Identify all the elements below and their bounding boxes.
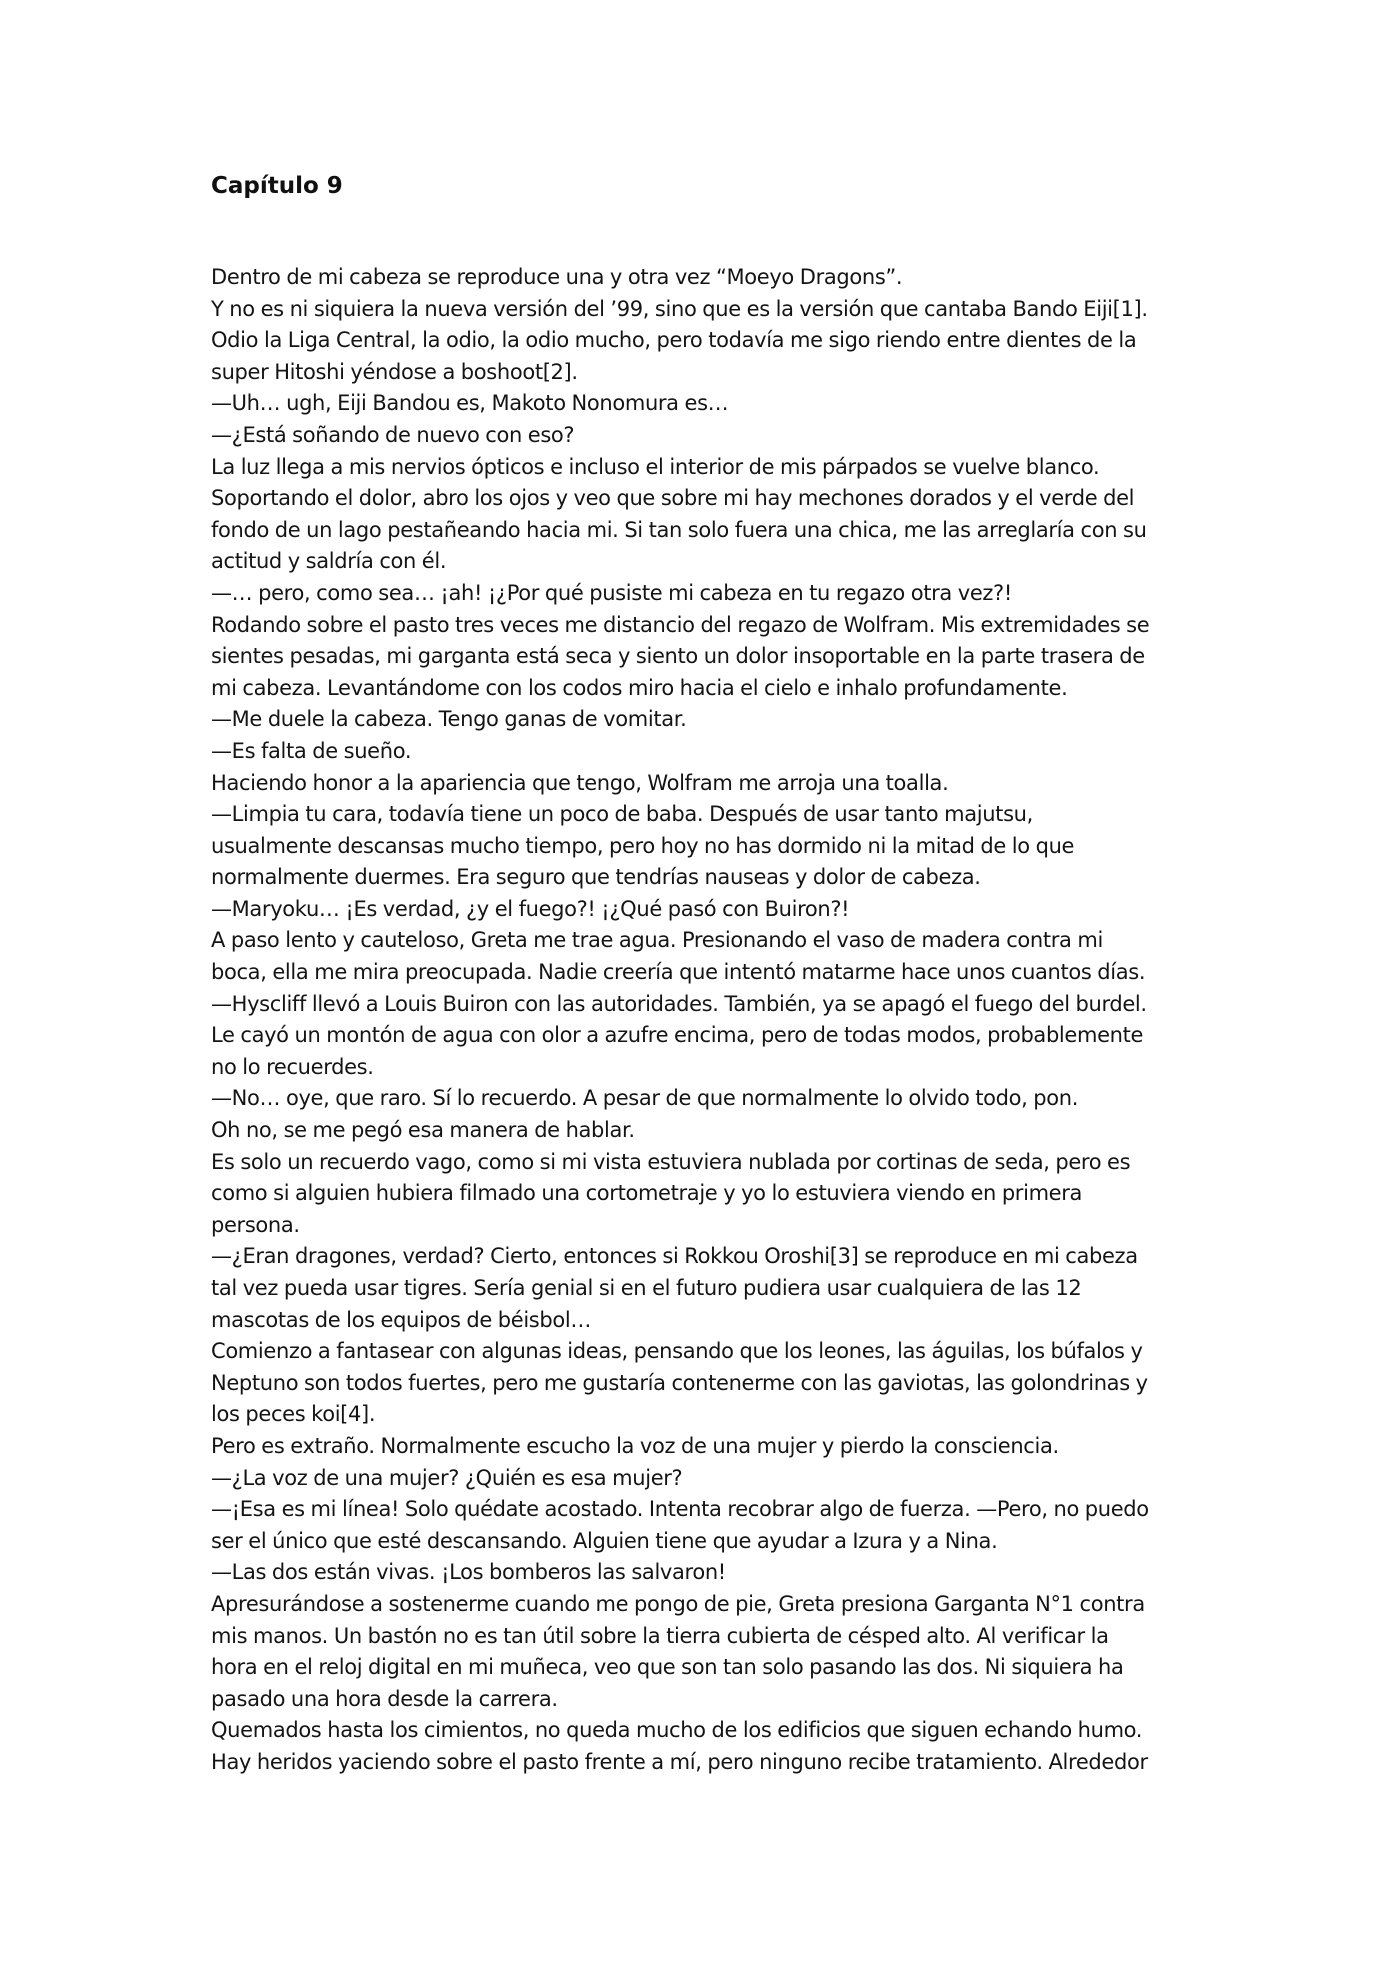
text-line: La luz llega a mis nervios ópticos e incluso el interior de mis párpados se vuelve blanco. — [211, 454, 1100, 479]
text-line: mi cabeza. Levantándome con los codos miro hacia el cielo e inhalo profundamente. — [211, 675, 1068, 700]
text-line: no lo recuerdes. — [211, 1054, 374, 1079]
text-line: Soportando el dolor, abro los ojos y veo que sobre mi hay mechones dorados y el verde del — [211, 486, 1135, 511]
text-line: Hay heridos yaciendo sobre el pasto frente a mí, pero ninguno recibe tratamiento. Alrededor — [211, 1749, 1148, 1774]
text-line: como si alguien hubiera filmado una cortometraje y yo lo estuviera viendo en primera — [211, 1181, 1083, 1206]
text-line: Rodando sobre el pasto tres veces me distancio del regazo de Wolfram. Mis extremidades se — [211, 612, 1150, 637]
text-line: persona. — [211, 1212, 300, 1237]
text-line: —¿Eran dragones, verdad? Cierto, entonces si Rokkou Oroshi[3] se reproduce en mi cabeza — [211, 1244, 1138, 1269]
text-line: normalmente duermes. Era seguro que tendrías nauseas y dolor de cabeza. — [211, 865, 981, 890]
text-line: Le cayó un montón de agua con olor a azufre encima, pero de todas modos, probablemente — [211, 1023, 1144, 1048]
text-line: Oh no, se me pegó esa manera de hablar. — [211, 1118, 635, 1143]
text-line: pasado una hora desde la carrera. — [211, 1686, 558, 1711]
text-line: —Hyscliff llevó a Louis Buiron con las autoridades. También, ya se apagó el fuego del burdel. — [211, 991, 1147, 1016]
text-line: Apresurándose a sostenerme cuando me pongo de pie, Greta presiona Garganta N°1 contra — [211, 1591, 1145, 1616]
text-line: Quemados hasta los cimientos, no queda mucho de los edificios que siguen echando humo. — [211, 1718, 1143, 1743]
text-line: boca, ella me mira preocupada. Nadie creería que intentó matarme hace unos cuantos días. — [211, 960, 1146, 985]
text-line: hora en el reloj digital en mi muñeca, veo que son tan solo pasando las dos. Ni siquiera ha — [211, 1655, 1124, 1680]
text-line: —Las dos están vivas. ¡Los bomberos las salvaron! — [211, 1560, 726, 1585]
text-line: —Me duele la cabeza. Tengo ganas de vomitar. — [211, 707, 687, 732]
chapter-title: Capítulo 9 — [211, 173, 343, 199]
text-line: actitud y saldría con él. — [211, 549, 447, 574]
text-line: usualmente descansas mucho tiempo, pero hoy no has dormido ni la mitad de lo que — [211, 833, 1075, 858]
text-line: —… pero, como sea… ¡ah! ¡¿Por qué pusiste mi cabeza en tu regazo otra vez?! — [211, 580, 1012, 605]
text-line: Comienzo a fantasear con algunas ideas, pensando que los leones, las águilas, los búfalos y — [211, 1339, 1143, 1364]
text-line: tal vez pueda usar tigres. Sería genial si en el futuro pudiera usar cualquiera de las 12 — [211, 1276, 1082, 1300]
text-line: —Es falta de sueño. — [211, 738, 412, 763]
text-line: Odio la Liga Central, la odio, la odio mucho, pero todavía me sigo riendo entre dientes de la — [211, 328, 1137, 353]
text-line: super Hitoshi yéndose a boshoot[2]. — [211, 359, 578, 384]
body-text — [211, 262, 1201, 1779]
text-line: sientes pesadas, mi garganta está seca y siento un dolor insoportable en la parte trasera de — [211, 644, 1145, 669]
text-line: Y no es ni siquiera la nueva versión del ’99, sino que es la versión que cantaba Bando Eiji[1]. — [211, 296, 1148, 321]
text-line: mis manos. Un bastón no es tan útil sobre la tierra cubierta de césped alto. Al verificar la — [211, 1623, 1109, 1648]
text-line: Dentro de mi cabeza se reproduce una y otra vez “Moeyo Dragons”. — [211, 265, 903, 289]
text-line: —¿La voz de una mujer? ¿Quién es esa mujer? — [211, 1465, 683, 1490]
text-line: Neptuno son todos fuertes, pero me gustaría contenerme con las gaviotas, las golondrinas y — [211, 1370, 1148, 1395]
text-line: A paso lento y cauteloso, Greta me trae agua. Presionando el vaso de madera contra mi — [211, 928, 1103, 953]
text-line: —¡Esa es mi línea! Solo quédate acostado. Intenta recobrar algo de fuerza. —Pero, no puedo — [211, 1497, 1149, 1522]
text-line: Pero es extraño. Normalmente escucho la voz de una mujer y pierdo la consciencia. — [211, 1433, 1059, 1458]
text-line: mascotas de los equipos de béisbol… — [211, 1307, 592, 1332]
text-line: Haciendo honor a la apariencia que tengo, Wolfram me arroja una toalla. — [211, 770, 949, 795]
text-line: fondo de un lago pestañeando hacia mi. Si tan solo fuera una chica, me las arreglaría con su — [211, 517, 1147, 542]
text-line: —Uh… ugh, Eiji Bandou es, Makoto Nonomura es… — [211, 391, 729, 416]
text-line: —Limpia tu cara, todavía tiene un poco de baba. Después de usar tanto majutsu, — [211, 802, 1033, 827]
text-line: —No… oye, que raro. Sí lo recuerdo. A pesar de que normalmente lo olvido todo, pon. — [211, 1086, 1079, 1111]
text-line: ser el único que esté descansando. Alguien tiene que ayudar a Izura y a Nina. — [211, 1528, 998, 1553]
text-line: —¿Está soñando de nuevo con eso? — [211, 422, 575, 447]
text-line: —Maryoku… ¡Es verdad, ¿y el fuego?! ¡¿Qué pasó con Buiron?! — [211, 896, 850, 921]
text-line: Es solo un recuerdo vago, como si mi vista estuviera nublada por cortinas de seda, pero es — [211, 1149, 1131, 1174]
text-line: los peces koi[4]. — [211, 1402, 376, 1427]
